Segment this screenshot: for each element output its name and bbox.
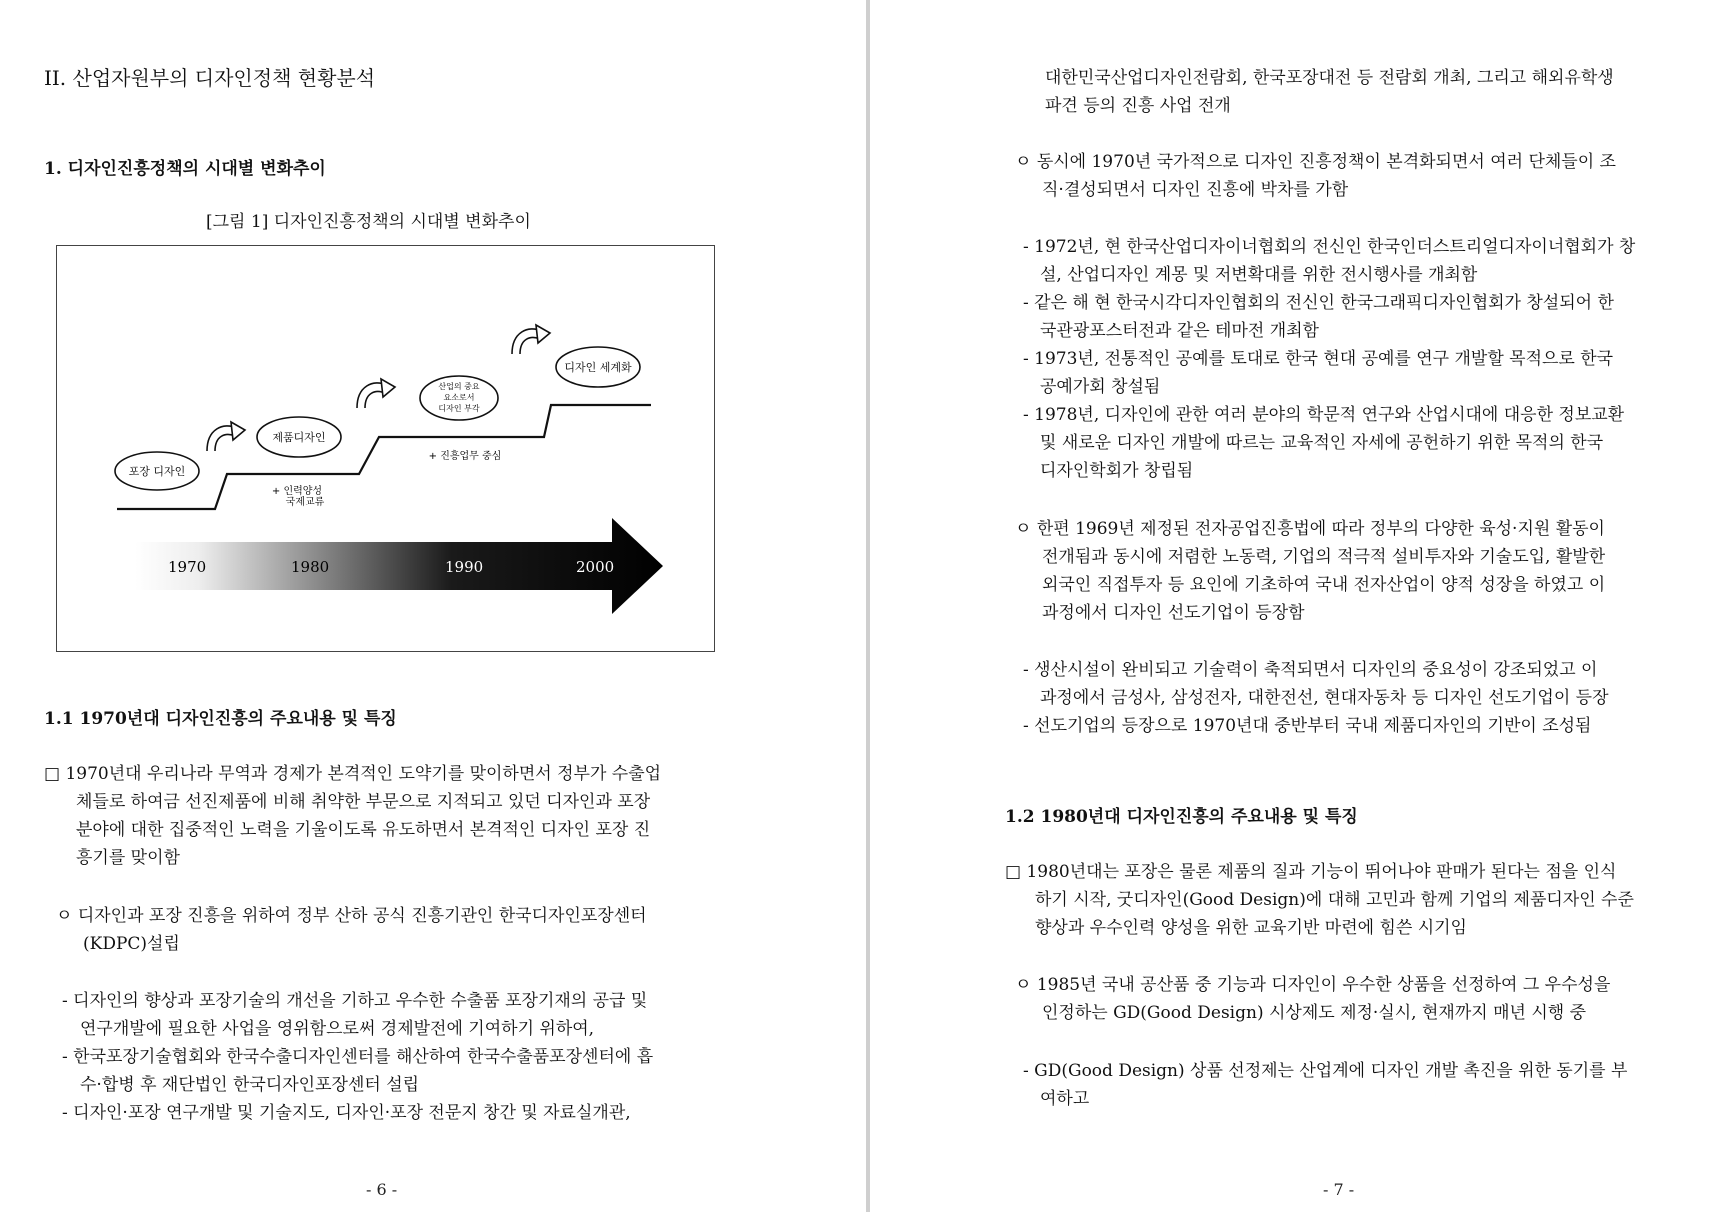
paragraph-line: 하기 시작, 굿디자인(Good Design)에 대해 고민과 함께 기업의 제품디자인 수준 [1035,890,1634,910]
paragraph-line: (KDPC)설립 [83,934,180,954]
curved-arrow-1 [207,422,245,451]
page-number: - 7 - [1323,1180,1355,1199]
paragraph-line: 전개됨과 동시에 저렴한 노동력, 기업의 적극적 설비투자와 기술도입, 활발한 [1042,547,1606,567]
paragraph-line: - 1973년, 전통적인 공예를 토대로 한국 현대 공예를 연구 개발할 목적으로 한국 [1023,349,1614,369]
paragraph-line: 과정에서 디자인 선도기업이 등장함 [1042,603,1305,623]
paragraph-line: - 1978년, 디자인에 관한 여러 분야의 학문적 연구와 산업시대에 대응한 정보교환 [1023,405,1625,425]
paragraph-line: 공예가회 창설됨 [1040,377,1161,397]
heading-1: 1. 디자인진흥정책의 시대별 변화추이 [44,159,326,179]
paragraph-line: - 1972년, 현 한국산업디자이너협회의 전신인 한국인더스트리얼디자이너협회가 창 [1023,237,1636,257]
paragraph-line: ㅇ 1985년 국내 공산품 중 기능과 디자인이 우수한 상품을 선정하여 그 우수성을 [1015,975,1611,995]
curved-arrow-3 [512,325,550,354]
paragraph-line: - 선도기업의 등장으로 1970년대 중반부터 국내 제품디자인의 기반이 조성됨 [1023,716,1592,736]
heading-1-2: 1.2 1980년대 디자인진흥의 주요내용 및 특징 [1005,807,1358,827]
paragraph-line: 흥기를 맞이함 [76,848,180,868]
paragraph-line: 대한민국산업디자인전람회, 한국포장대전 등 전람회 개최, 그리고 해외유학생 [1045,68,1614,88]
note-promotion: + 진흥업무 중심 [428,451,502,462]
paragraph-line: - 디자인의 향상과 포장기술의 개선을 기하고 우수한 수출품 포장기재의 공급 및 [62,991,648,1011]
paragraph-line: - 한국포장기술협회와 한국수출디자인센터를 해산하여 한국수출품포장센터에 흡 [62,1047,654,1067]
paragraph-line: 국관광포스터전과 같은 테마전 개최함 [1040,321,1319,341]
stage-label-3-line2: 요소로서 [443,393,475,402]
paragraph-line: 수·합병 후 재단법인 한국디자인포장센터 설립 [80,1075,420,1095]
paragraph-line: 인정하는 GD(Good Design) 시상제도 제정·실시, 현재까지 매년 시행 중 [1042,1003,1586,1023]
paragraph-line: 및 새로운 디자인 개발에 따르는 교육적인 자세에 공헌하기 위한 목적의 한국 [1040,433,1604,453]
paragraph-line: - 생산시설이 완비되고 기술력이 축적되면서 디자인의 중요성이 강조되었고 이 [1023,660,1598,680]
year-1970: 1970 [168,558,207,576]
paragraph-line: 직·결성되면서 디자인 진흥에 박차를 가함 [1042,180,1349,200]
paragraph-line: ㅇ 디자인과 포장 진흥을 위하여 정부 산하 공식 진흥기관인 한국디자인포장센터 [56,906,647,926]
paragraph-line: 파견 등의 진흥 사업 전개 [1045,96,1231,116]
stage-label-1: 포장 디자인 [128,465,186,478]
paragraph-line: 향상과 우수인력 양성을 위한 교육기반 마련에 힘쓴 시기임 [1035,918,1467,938]
paragraph-line: 분야에 대한 집중적인 노력을 기울이도록 유도하면서 본격적인 디자인 포장 진 [76,820,651,840]
paragraph-line: 외국인 직접투자 등 요인에 기초하여 국내 전자산업이 양적 성장을 하였고 이 [1042,575,1606,595]
note-training: + 인력양성 [271,486,323,497]
right-page [870,0,1733,1212]
note-exchange: 국제교류 [285,497,325,508]
stage-label-4: 디자인 세계화 [564,361,632,374]
paragraph-line: □ 1970년대 우리나라 무역과 경제가 본격적인 도약기를 맞이하면서 정부가 수출업 [44,764,662,784]
paragraph-line: ㅇ 동시에 1970년 국가적으로 디자인 진흥정책이 본격화되면서 여러 단체들이 조 [1015,152,1616,172]
paragraph-line: 여하고 [1040,1089,1090,1109]
figure-design-policy-timeline [56,245,715,652]
year-2000: 2000 [576,558,615,576]
page-number: - 6 - [366,1180,398,1199]
stage-label-2: 제품디자인 [272,431,326,444]
curved-arrow-2 [357,379,395,408]
figure-caption: [그림 1] 디자인진흥정책의 시대별 변화추이 [206,212,531,232]
left-page [0,0,866,1212]
paragraph-line: 체들로 하여금 선진제품에 비해 취약한 부문으로 지적되고 있던 디자인과 포장 [76,792,651,812]
section-title: II. 산업자원부의 디자인정책 현황분석 [44,66,376,90]
year-1990: 1990 [445,558,484,576]
paragraph-line: 연구개발에 필요한 사업을 영위함으로써 경제발전에 기여하기 위하여, [80,1019,595,1039]
paragraph-line: 디자인학회가 창립됨 [1040,461,1194,481]
staircase-line [117,405,651,509]
year-1980: 1980 [291,558,330,576]
heading-1-1: 1.1 1970년대 디자인진흥의 주요내용 및 특징 [44,709,397,729]
paragraph-line: - 디자인·포장 연구개발 및 기술지도, 디자인·포장 전문지 창간 및 자료실개관, [62,1103,631,1123]
paragraph-line: □ 1980년대는 포장은 물론 제품의 질과 기능이 뛰어나야 판매가 된다는 점을 인식 [1005,862,1617,882]
paragraph-line: ㅇ 한편 1969년 제정된 전자공업진흥법에 따라 정부의 다양한 육성·지원 활동이 [1015,519,1605,539]
paragraph-line: - 같은 해 현 한국시각디자인협회의 전신인 한국그래픽디자인협회가 창설되어 한 [1023,293,1614,313]
paragraph-line: 설, 산업디자인 계몽 및 저변확대를 위한 전시행사를 개최함 [1040,265,1478,285]
stage-label-3-line1: 산업의 중요 [438,382,480,391]
paragraph-line: - GD(Good Design) 상품 선정제는 산업계에 디자인 개발 촉진을 위한 동기를 부 [1023,1061,1628,1081]
stage-label-3-line3: 디자인 부각 [438,404,480,413]
paragraph-line: 과정에서 금성사, 삼성전자, 대한전선, 현대자동차 등 디자인 선도기업이 등장 [1040,688,1609,708]
